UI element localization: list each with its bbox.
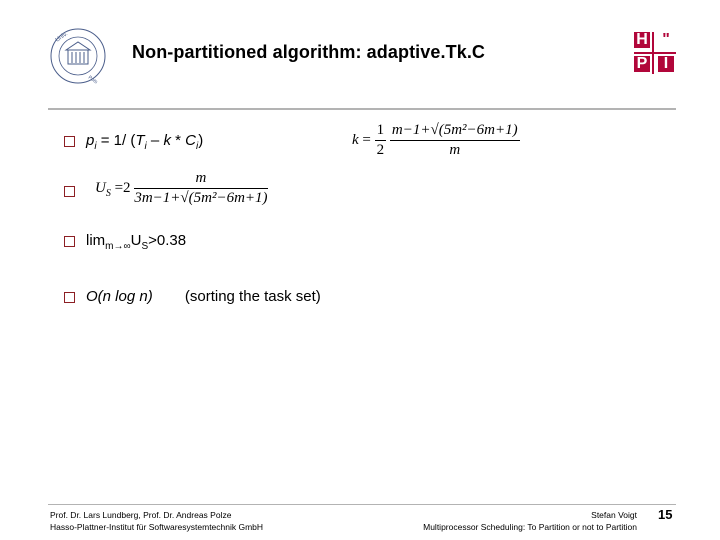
bullet-marker	[64, 236, 75, 247]
complexity-statement	[86, 288, 321, 305]
bullet-marker	[64, 186, 75, 197]
utilization-bound-formula: $U_S =2$ $\frac{m}{\text{3m−1+√(5m²−6m+1)}}$	[95, 170, 268, 206]
page-number: 15	[658, 507, 673, 522]
slide-title: Non-partitioned algorithm: adaptive.Tk.C	[132, 42, 486, 62]
footer-authors: Prof. Dr. Lars Lundberg, Prof. Dr. Andreas Polze Hasso-Plattner-Institut für Softwaresystemtechnik GmbH	[50, 510, 264, 532]
bullet-marker	[64, 136, 75, 147]
hpi-letter-p: P	[634, 56, 650, 72]
footer-presenter: Stefan Voigt Multiprocessor Scheduling: To Partition or not to Partition	[423, 510, 637, 532]
svg-text:Pots: Pots	[86, 74, 99, 86]
bullet-marker	[64, 292, 75, 303]
hpi-letter-i: I	[658, 56, 674, 72]
header-divider	[48, 108, 676, 110]
complexity-value: O(n log n)	[86, 288, 153, 305]
svg-text:Univ.: Univ.	[54, 31, 69, 44]
complexity-note: (sorting the task set)	[184, 288, 321, 305]
hpi-quote-mark: "	[662, 31, 670, 48]
university-potsdam-seal-icon	[48, 26, 108, 86]
footer-divider	[48, 504, 676, 505]
k-formula: k = $\frac{1}{2}$ $\frac{\text{m−1+√(5m²−6m+1)}}{m}$	[352, 122, 518, 158]
hpi-letter-h: H	[634, 32, 650, 48]
priority-formula: $p_i = 1/$ ($T_i$ – k * $C_i$)	[86, 132, 204, 152]
hpi-logo-icon	[634, 32, 676, 78]
limit-statement: $\lim_{m\to\infty}U_S>0.38$	[86, 232, 187, 252]
